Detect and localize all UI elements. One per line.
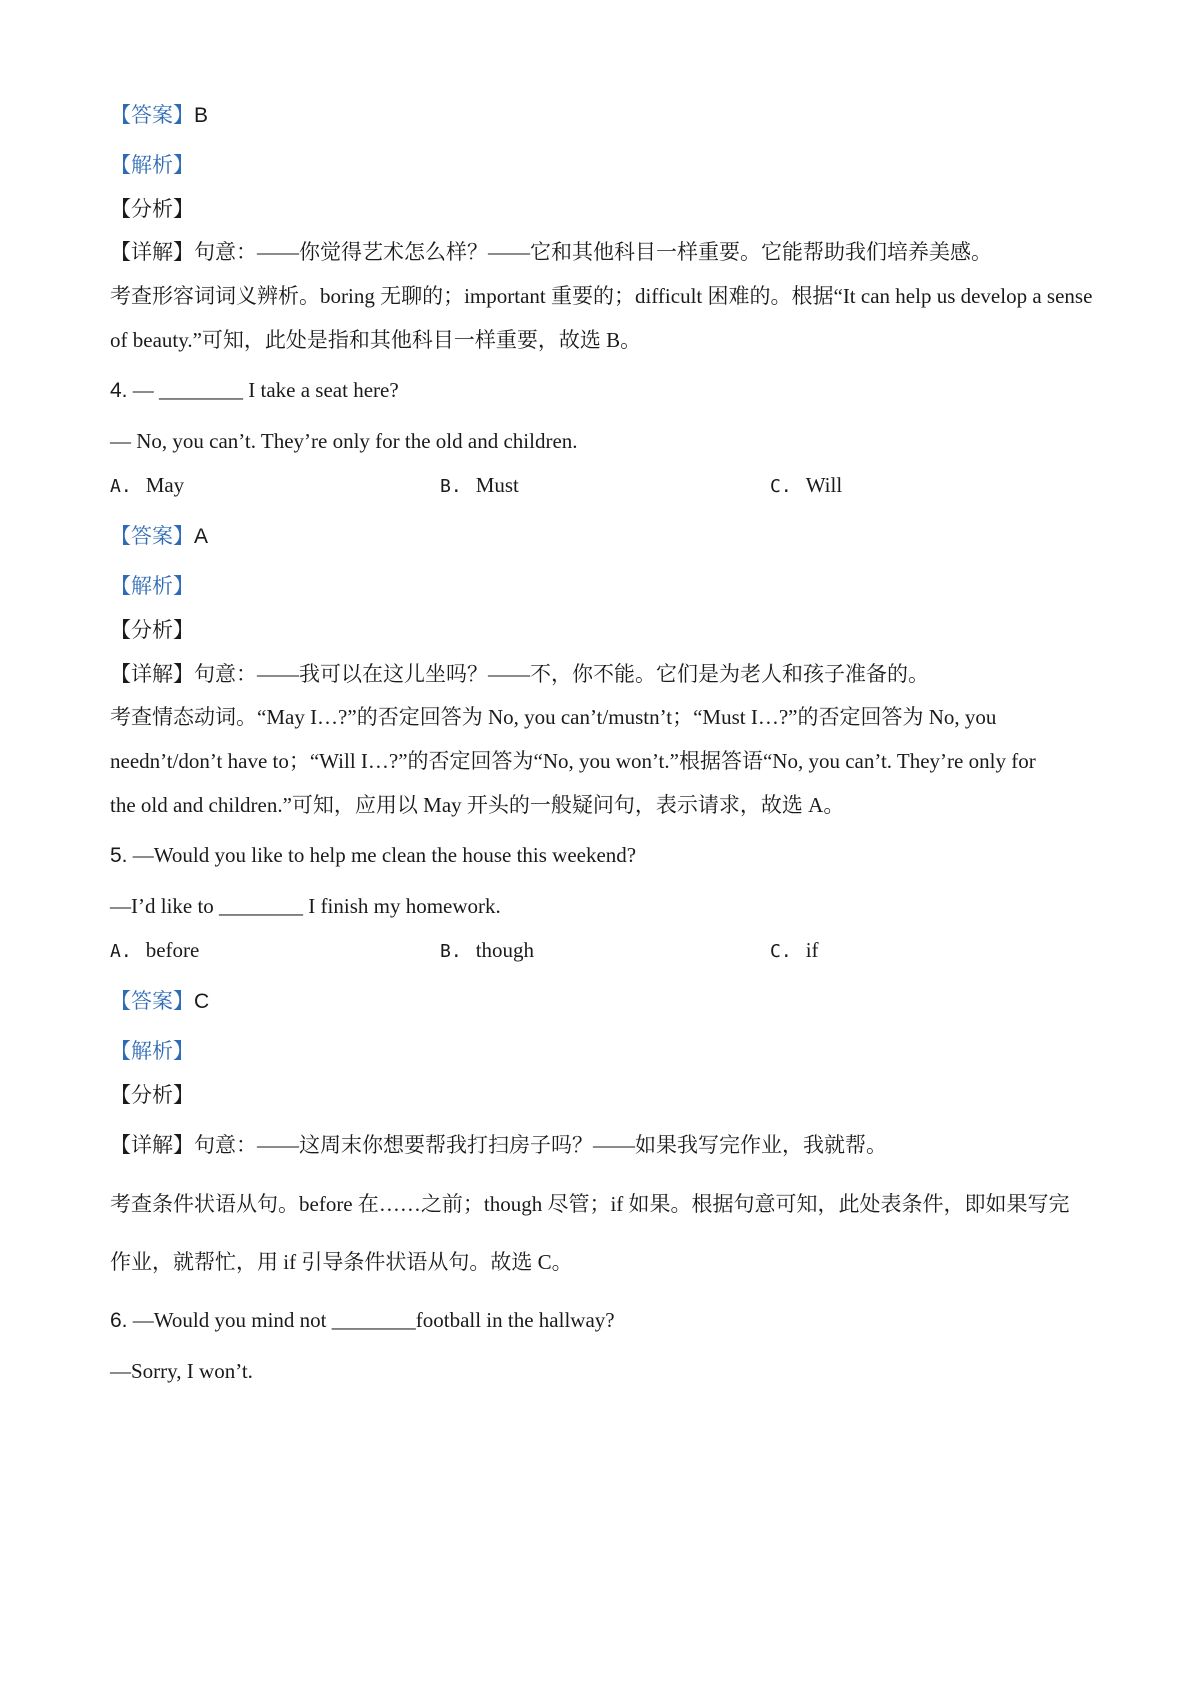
line-text: needn’t/don’t have to；“Will I…?”的否定回答为“No, you won’t.”根据答语“No, you can’t. They’re only for: [110, 749, 1036, 773]
option-text: Must: [475, 473, 519, 497]
answer-value: C: [194, 990, 210, 1013]
option-a: [110, 471, 440, 501]
question-text: —Would you mind not ________football in the hallway?: [127, 1308, 615, 1332]
line-text: 【分析】: [110, 197, 194, 221]
line-text: 【分析】: [110, 1083, 194, 1107]
question-number: 4.: [110, 379, 128, 402]
option-letter: A.: [110, 476, 132, 497]
line-text: —Sorry, I won’t.: [110, 1359, 253, 1383]
question-number: 6.: [110, 1309, 128, 1332]
answer-line: [110, 987, 209, 1016]
section-label: 【解析】: [110, 574, 194, 598]
option-a: [110, 936, 440, 966]
option-text: if: [805, 938, 819, 962]
line-text: of beauty.”可知，此处是指和其他科目一样重要，故选 B。: [110, 328, 642, 352]
line-text: 【详解】句意：——这周末你想要帮我打扫房子吗？——如果我写完作业，我就帮。: [110, 1133, 887, 1157]
answer-value: B: [194, 104, 209, 127]
text-line: [110, 892, 501, 920]
option-b: [440, 936, 770, 966]
line-text: 【详解】句意：——我可以在这儿坐吗？——不，你不能。它们是为老人和孩子准备的。: [110, 662, 929, 686]
question-line: [110, 1306, 615, 1335]
question-line: [110, 841, 636, 870]
text-line: [110, 1081, 194, 1109]
answer-options: [110, 471, 1100, 501]
answer-value: A: [194, 525, 209, 548]
answer-label: 【答案】: [110, 103, 194, 127]
option-c: [770, 471, 1100, 501]
option-text: May: [145, 473, 185, 497]
line-text: the old and children.”可知，应用以 May 开头的一般疑问句，表示请求，故选 A。: [110, 793, 845, 817]
option-text: though: [475, 938, 535, 962]
line-text: 考查条件状语从句。before 在……之前；though 尽管；if 如果。根据句意可知，此处表条件，即如果写完: [110, 1192, 1070, 1216]
text-line: [110, 1357, 253, 1385]
answer-line: [110, 101, 208, 130]
section-label: 【解析】: [110, 153, 194, 177]
text-line: [110, 1248, 573, 1276]
line-text: 【详解】句意：——你觉得艺术怎么样？——它和其他科目一样重要。它能帮助我们培养美感。: [110, 240, 992, 264]
option-letter: C.: [770, 941, 792, 962]
answer-label: 【答案】: [110, 989, 194, 1013]
answer-label: 【答案】: [110, 524, 194, 548]
line-text: — No, you can’t. They’re only for the old and children.: [110, 429, 578, 453]
analysis-label: [110, 572, 194, 600]
line-text: 考查情态动词。“May I…?”的否定回答为 No, you can’t/mustn’t；“Must I…?”的否定回答为 No, you: [110, 705, 997, 729]
analysis-label: [110, 1037, 194, 1065]
section-label: 【解析】: [110, 1039, 194, 1063]
option-letter: A.: [110, 941, 132, 962]
analysis-label: [110, 151, 194, 179]
text-line: [110, 195, 194, 223]
question-text: — ________ I take a seat here?: [127, 378, 399, 402]
option-letter: C.: [770, 476, 792, 497]
line-text: —I’d like to ________ I finish my homework.: [110, 894, 501, 918]
text-line: [110, 238, 992, 266]
option-b: [440, 471, 770, 501]
question-number: 5.: [110, 844, 128, 867]
text-line: [110, 326, 641, 354]
option-c: [770, 936, 1100, 966]
text-line: [110, 616, 194, 644]
text-line: [110, 747, 1036, 775]
text-line: [110, 1131, 887, 1159]
option-letter: B.: [440, 941, 462, 962]
answer-line: [110, 522, 208, 551]
question-line: [110, 376, 399, 405]
option-text: before: [145, 938, 200, 962]
line-text: 作业，就帮忙，用 if 引导条件状语从句。故选 C。: [110, 1250, 573, 1274]
question-text: —Would you like to help me clean the house this weekend?: [127, 843, 637, 867]
line-text: 【分析】: [110, 618, 194, 642]
option-text: Will: [805, 473, 843, 497]
text-line: [110, 282, 1092, 310]
text-line: [110, 427, 578, 455]
text-line: [110, 791, 844, 819]
option-letter: B.: [440, 476, 462, 497]
text-line: [110, 1190, 1070, 1218]
line-text: 考查形容词词义辨析。boring 无聊的；important 重要的；difficult 困难的。根据“It can help us develop a sense: [110, 284, 1093, 308]
text-line: [110, 703, 996, 731]
answer-options: [110, 936, 1100, 966]
text-line: [110, 660, 929, 688]
